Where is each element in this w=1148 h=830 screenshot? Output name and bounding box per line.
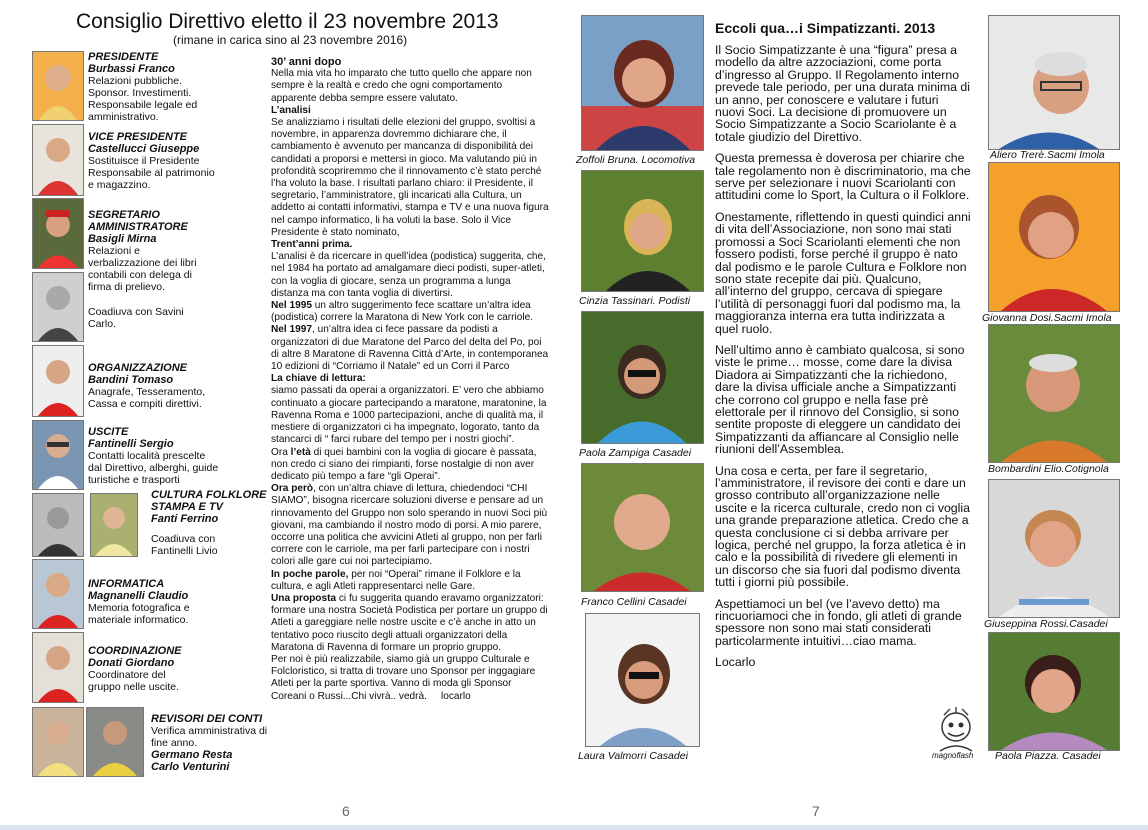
photo-cellini <box>581 463 704 592</box>
role-label: ORGANIZZAZIONE <box>88 362 187 374</box>
role-description: Verifica amministrativa di fine anno. <box>151 725 268 749</box>
board-entry-president <box>88 51 218 123</box>
article-paragraph <box>271 569 549 593</box>
board-entry-revisori <box>151 713 269 773</box>
photo-bombardini <box>988 324 1120 463</box>
photo-zampiga <box>581 311 704 444</box>
board-entry-savini <box>88 306 188 330</box>
article-heading: L’analisi <box>271 104 311 116</box>
article-body <box>271 56 549 703</box>
role-description: Coordinatore del gruppo nelle uscite. <box>88 669 180 693</box>
board-entry-secretary <box>88 209 213 293</box>
role-description: Relazioni pubbliche. Sponsor. Investimenti. Responsabile legale ed amministrativo. <box>88 75 198 123</box>
body-paragraph: Onestamente, riflettendo in questi quindici anni di vita dell’Associazione, non sono mai stati promossi a Soci Scariolanti elementi che non fossero podisti, forse perché il gruppo è nato dal podismo e le parole Cultura e Folklore non sono state recepite dai più. Qualcuno, all’interno del gruppo, cercava di spiegare l’utilità di personaggi fuori dal podismo ma, la maggioranza interna era tutta indirizzata a quel ruolo. <box>715 209 971 336</box>
photo-dosi <box>988 162 1120 312</box>
caption-dosi: Giovanna Dosi.Sacmi Imola <box>982 312 1112 324</box>
paragraph-text: Per noi è più realizzabile, siamo già un gruppo Culturale e Folcloristico, si tratta di trovare uno Sponsor per inggagiare Atleti per la parte sportiva. Vanno di moda gli Sponsor Coreani o Russi...Chi vivrà.. vedrà. <box>271 653 536 702</box>
role-label: SEGRETARIO AMMINISTRATORE <box>88 209 188 233</box>
role-label: INFORMATICA <box>88 578 165 590</box>
caption-bombardini: Bombardini Elio.Cotignola <box>988 463 1109 475</box>
photo-tassinari <box>581 170 704 292</box>
bottom-bar <box>0 825 1148 830</box>
paragraph-text: per noi “Operai” rimane il Folklore e la cultura, e agli Atleti rappresentarci nelle Gare. <box>271 568 521 592</box>
article-paragraph <box>271 447 549 484</box>
member-name: Bandini Tomaso <box>88 374 174 386</box>
member-name: Donati Giordano <box>88 657 175 669</box>
bold-lead: l’età <box>290 446 311 458</box>
caption-zampiga: Paola Zampiga Casadei <box>579 447 692 459</box>
caption-rossi: Giuseppina Rossi.Casadei <box>984 618 1108 630</box>
article-paragraph <box>271 324 549 373</box>
bold-lead: Ora però <box>271 483 314 495</box>
article-paragraph <box>271 300 549 324</box>
paragraph-text: di quei bambini con la voglia di giocare è passata, non credo ci siano dei rimpianti, forse nostalgie di non aver dedicato più tempo a fare “gli Operai”. <box>271 446 537 482</box>
paragraph-text: un altro suggerimento fece scattare un’altra idea (podistica) correre la Maratona di New York con le carriole. <box>271 300 533 324</box>
right-page-body <box>715 44 971 678</box>
bold-lead: Nel 1997 <box>271 324 312 336</box>
article-paragraph <box>271 593 549 654</box>
role-description: Coadiuva con Savini Carlo. <box>88 306 184 330</box>
bold-lead: Nel 1995 <box>271 300 312 312</box>
caption-trere: Aliero Trerè.Sacmi Imola <box>990 149 1105 161</box>
role-description: Sostituisce il Presidente Responsabile al patrimonio e magazzino. <box>88 155 215 191</box>
bold-lead: Una proposta <box>271 592 337 604</box>
article-paragraph <box>271 654 549 703</box>
right-page-title: Eccoli qua…i Simpatizzanti. 2013 <box>715 20 936 36</box>
board-photo-revisore-2 <box>86 707 144 777</box>
article-heading: La chiave di lettura: <box>271 373 366 385</box>
member-name: Magnanelli Claudio <box>88 590 189 602</box>
body-signature: Locarlo <box>715 655 756 670</box>
caption-piazza: Paola Piazza. Casadei <box>995 750 1101 762</box>
member-name: Castellucci Giuseppe <box>88 143 200 155</box>
caption-valmorri: Laura Valmorri Casadei <box>578 750 688 762</box>
role-description: Anagrafe, Tesseramento, Cassa e compiti direttivi. <box>88 386 206 410</box>
board-photo-organization <box>32 345 84 417</box>
magnoflash-logo-text: magnoflash <box>932 751 974 760</box>
magnoflash-logo <box>930 705 982 757</box>
role-label: CULTURA FOLKLORE STAMPA E TV <box>151 489 267 513</box>
body-paragraph: Una cosa e certa, per fare il segretario, l’amministratore, il revisore dei conti e dare un grosso contributo all’organizzazione nelle uscite e la ricerca culturale, credo non ci voglia una grande preparazione atletica. Credo che a questa conclusione ci si debba arrivare per logica, perché nel gruppo, la forza atletica è in calo e la possibilità di rivedere gli elementi in un discorso che sia fuori dal podismo diventa tutti i giorni più possibile. <box>715 463 970 590</box>
board-photo-president <box>32 51 84 121</box>
board-photo-revisore-1 <box>32 707 84 777</box>
role-label: COORDINAZIONE <box>88 645 182 657</box>
member-name: Burbassi Franco <box>88 63 175 75</box>
paragraph-text: Ora <box>271 446 291 458</box>
body-paragraph: Il Socio Simpatizzante è una “figura” presa a modello da altre azzociazioni, come porta d’ingresso al Gruppo. Il Regolamento interno prevede tale periodo, per una durata minima di un anno, per conoscere e valutare i futuri nuovi Soci. La decisione di promuovere un Socio Simpatizzante a Socio Scariolante è a totale giudizio del Direttivo. <box>715 43 970 144</box>
role-description: Memoria fotografica e materiale informatico. <box>88 602 190 626</box>
board-photo-uscite <box>32 420 84 490</box>
article-paragraph: siamo passati da operai a organizzatori. E’ vero che abbiamo continuato a giocare partecipando a maratone, maratonine, la Ravenna Roma e 1000 partecipazioni, anche di qualità ma, il mestiere di organizzatori ci ha impegnato, logorato, tanto da stancarci di “ farci rubare del tempo per i nostri giochi”. <box>271 385 547 446</box>
body-paragraph: Nell’ultimo anno è cambiato qualcosa, si sono viste le prime… mosse, come dare la divisa Diadora ai Simpatizzanti che la richiedono, dare la divisa ufficiale anche a Simpatizzanti che corrono col gruppo e nella fase prè elettorale per il rinnovo del Consiglio, si sono sentite proposte di eleggere un candidato dei Simpatizzanti da affiancare al Consiglio nelle riunioni dell’Assemblea. <box>715 342 965 457</box>
board-photo-cultura-1 <box>32 493 84 557</box>
board-photo-cultura-2 <box>90 493 138 557</box>
board-photo-informatica <box>32 559 84 629</box>
body-paragraph: Questa premessa è doverosa per chiarire che tale regolamento non è discriminatorio, ma che serve per selezionare i nuovi Scariolanti con attitudini come lo Sport, la Cultura o il Folklore. <box>715 151 971 203</box>
body-paragraph: Aspettiamoci un bel (ve l’avevo detto) ma rincuoriamoci che in fondo, gli atleti di grande spessore non sono mai stati considerati particolarmente intuitivi…ciao mama. <box>715 596 962 648</box>
caption-tassinari: Cinzia Tassinari. Podisti <box>579 295 691 307</box>
role-label: VICE PRESIDENTE <box>88 131 188 143</box>
paragraph-text: , un’altra idea ci fece passare da podisti a organizzatori di due Maratone del Parco del delta del Po, poi di altre 8 Maratone di Ravenna Città d’Arte, in contemporanea 10 edizioni di “Corriamo il Natale” ed un Corri il Parco <box>271 324 549 373</box>
bold-lead: In poche parole, <box>271 568 349 580</box>
board-entry-uscite <box>88 426 220 486</box>
board-photo-vice-president <box>32 124 84 196</box>
member-name: Germano Resta Carlo Venturini <box>151 749 233 773</box>
board-photo-coordinazione <box>32 632 84 703</box>
role-description: Contatti località prescelte dal Direttivo, alberghi, guide turistiche e trasporti <box>88 450 219 486</box>
caption-zoffoli: Zoffoli Bruna. Locomotiva <box>576 154 696 166</box>
member-name: Basigli Mirna <box>88 233 157 245</box>
page-subtitle: (rimane in carica sino al 23 novembre 2016) <box>173 33 408 47</box>
photo-rossi <box>988 479 1120 618</box>
role-label: USCITE <box>88 426 129 438</box>
page-title: Consiglio Direttivo eletto il 23 novembre 2013 <box>76 10 499 33</box>
role-label: PRESIDENTE <box>88 51 159 63</box>
board-entry-cultura <box>151 489 269 557</box>
caption-cellini: Franco Cellini Casadei <box>581 596 687 608</box>
page-number-left: 6 <box>342 803 350 819</box>
article-signature: locarlo <box>440 690 471 702</box>
page-number-right: 7 <box>812 803 820 819</box>
role-description: Relazioni e verbalizzazione dei libri contabili con delega di firma di prelievo. <box>88 245 197 293</box>
board-entry-informatica <box>88 578 208 626</box>
board-photo-secretary <box>32 198 84 269</box>
role-description: Coadiuva con Fantinelli Livio <box>151 533 218 557</box>
photo-zoffoli <box>581 15 704 151</box>
article-paragraph: L’analisi è da ricercare in quell’idea (podistica) suggerita, che, nel 1984 ha portato ad amalgamare dieci podisti, super-atleti, con la voglia di giocare, senza un programma a lunga distanza ma con tanta voglia di divertirsi. <box>271 251 546 299</box>
photo-valmorri <box>585 613 700 747</box>
photo-trere <box>988 15 1120 150</box>
article-heading: 30’ anni dopo <box>271 56 342 68</box>
article-paragraph: Nella mia vita ho imparato che tutto quello che appare non sempre è la realtà e credo che ogni comportamento apparente debba sempre essere valutato. <box>271 68 532 104</box>
board-entry-organization <box>88 362 218 410</box>
article-paragraph <box>271 483 549 568</box>
role-label: REVISORI DEI CONTI <box>151 713 263 725</box>
member-name: Fantinelli Sergio <box>88 438 174 450</box>
paragraph-text: ci fu suggerita quando eravamo organizzatori: formare una nostra Società Podistica per portare un gruppo di Atleti a gareggiare nelle nostre uscite e c’è anche in atto un tentativo poco riuscito degli attuali organizzatori della Maratona di Ravenna di formare un proprio gruppo. <box>271 592 548 653</box>
board-photo-savini <box>32 272 84 342</box>
article-paragraph: Se analizziamo i risultati delle elezioni del gruppo, svoltisi a novembre, in apparenza dovremmo dichiarare che, il cambiamento è avvenuto per mancanza di disponibilità dei candidati a proporsi e mettersi in gioco. Ma valutando più in profondità scopriremmo che il rinnovamento c’è stato perché l’ha voluto la base. I risultati parlano chiaro: il Presidente, il segretario, l’amministratore, gli incaricati alla Cultura, un addetto ai contatti informativi, stampa e TV e una nuova figura nel campo informatico, li ha voluti la base. Solo il Vice Presidente è stato nominato, <box>271 117 549 238</box>
board-entry-coordinazione <box>88 645 198 693</box>
article-heading: Trent’anni prima. <box>271 239 353 251</box>
member-name: Fanti Ferrino <box>151 513 219 525</box>
photo-piazza <box>988 632 1120 751</box>
board-entry-vice-president <box>88 131 223 191</box>
paragraph-text: , con un’altra chiave di lettura, chiedendoci “CHI SIAMO”, bisogna ricercare soluzioni diverse e pensare ad un rinnovamento del Gruppo non solo sperando in nuovi Soci più giovani, ma cambiando il nostro modo di porsi. A mio parere, occorre una politica che avvicini Atleti al gruppo, non per farli correre con le carriole, ma per farli partecipare con i nostri colori alle gare cui noi partecipiamo. <box>271 483 548 568</box>
